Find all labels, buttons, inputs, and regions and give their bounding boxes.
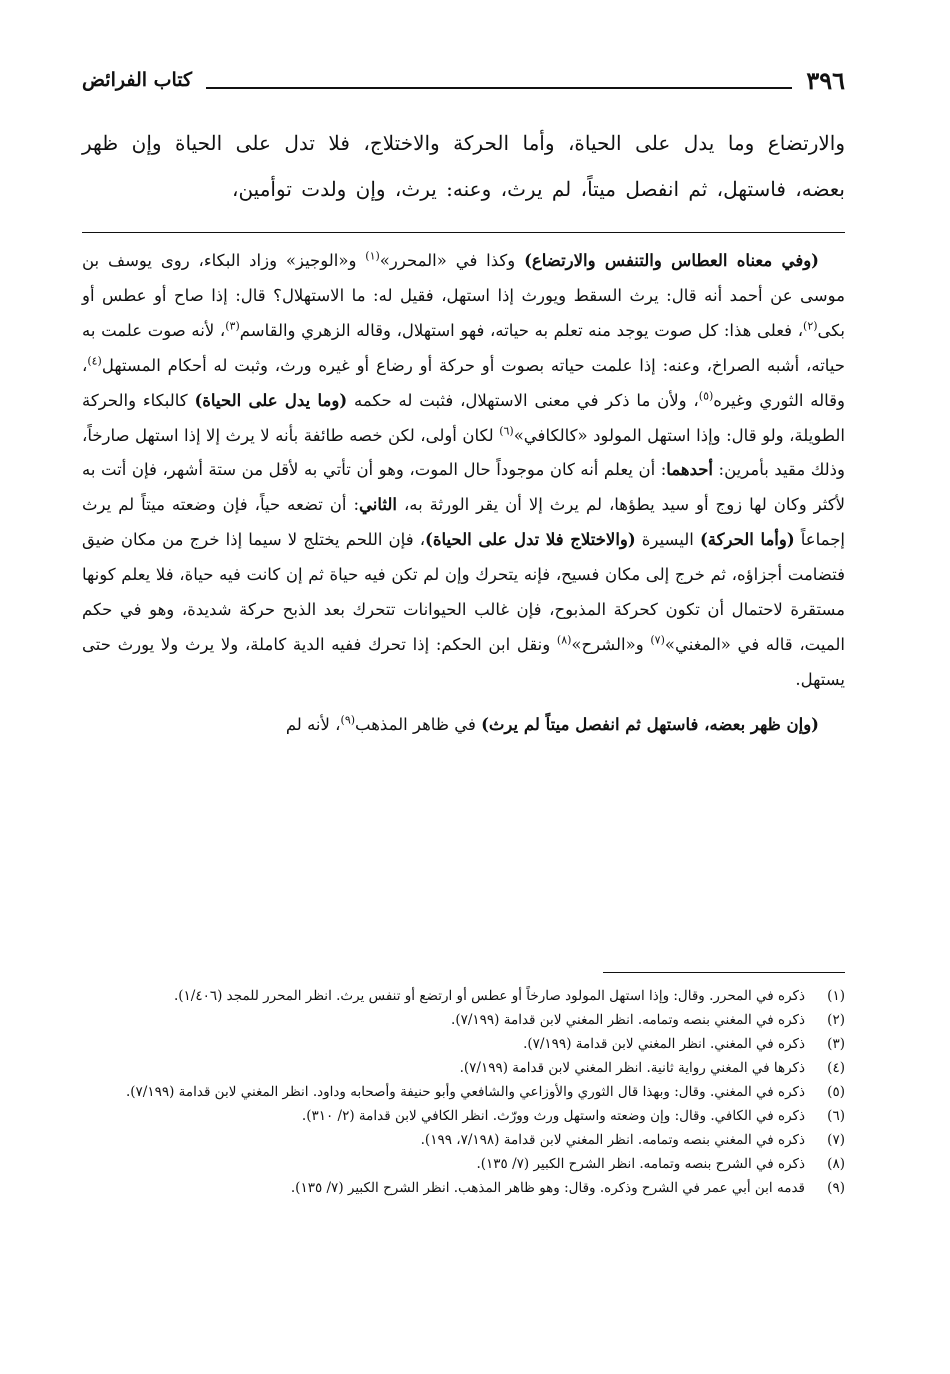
- commentary-text: في ظاهر المذهب: [355, 714, 482, 734]
- commentary-paragraph: [82, 244, 845, 698]
- footnote-ref: (٦): [499, 424, 514, 438]
- commentary-text: ونقل ابن الحكم: إذا تحرك ففيه الدية كاملة، ولا يرث ولا يورث حتى يستهل.: [82, 634, 845, 689]
- footnote-text: ذكره في المغني. وقال: وبهذا قال الثوري والأوزاعي والشافعي وأبو حنيفة وأصحابه وداود. انظر المغني لابن قدامة (٧/١٩٩).: [125, 1084, 805, 1100]
- footnote: [82, 1176, 845, 1200]
- footnote: [82, 1032, 845, 1056]
- footnote-ref: (٢): [803, 319, 818, 333]
- footnote-number: (٤): [827, 1060, 845, 1076]
- footnote-ref: (٥): [698, 389, 714, 403]
- matn-quote: (وإن ظهر بعضه، فاستهل ثم انفصل ميتاً لم يرث): [481, 714, 819, 734]
- footnote-number: (٧): [827, 1132, 845, 1148]
- footnote-text: قدمه ابن أبي عمر في الشرح وذكره. وقال: وهو ظاهر المذهب. انظر الشرح الكبير (٧/ ١٣٥).: [290, 1180, 805, 1196]
- matn-quote: (والاختلاج فلا تدل على الحياة): [425, 530, 636, 550]
- commentary-text: كالبكاء والحركة الطويلة، ولو قال: وإذا استهل المولود «كالكافي»: [82, 390, 845, 445]
- header-rule: [206, 87, 792, 89]
- footnote-number: (٣): [827, 1036, 845, 1052]
- matn-separator: [82, 232, 845, 233]
- footnote-text: ذكره في الشرح بنصه وتمامه. انظر الشرح الكبير (٧/ ١٣٥).: [476, 1156, 805, 1172]
- footnote-ref: (٨): [556, 633, 572, 647]
- footnote-ref: (٧): [650, 633, 665, 647]
- commentary-text: ، وقاله الثوري وغيره: [82, 355, 846, 410]
- matn-quote: الثاني: [359, 495, 397, 515]
- matn-quote: (وما يدل على الحياة): [194, 390, 348, 410]
- matn-text: والارتضاع وما يدل على الحياة، وأما الحركة والاختلاج، فلا تدل على الحياة وإن ظهر بعضه، فاستهل، ثم انفصل ميتاً، لم يرث، وعنه: يرث، وإن ولدت توأمين،: [82, 131, 845, 201]
- commentary-text: ، ولأن ما ذكر في معنى الاستهلال، فثبت له حكمه: [347, 390, 699, 410]
- commentary-text: : أن يعلم أنه كان موجوداً حال الموت، وهو أن تأتي به لأقل من ستة أشهر، فإن أتت به لأكثر وكان لها زوج أو سيد يطؤها، لم يرث إلا أن يقر الورثة به،: [82, 460, 845, 515]
- footnote-number: (١): [827, 988, 845, 1004]
- commentary-text: اليسيرة: [635, 530, 700, 550]
- footnote-text: ذكره في المغني. انظر المغني لابن قدامة (٧/١٩٩).: [523, 1036, 805, 1052]
- commentary-text: لكان أولى، لكن خصه طائفة بأنه لا يرث إلا إذا استهل صارخاً، وذلك مقيد بأمرين:: [82, 425, 845, 480]
- footnote-number: (٢): [827, 1012, 845, 1028]
- footnote-ref: (٤): [87, 354, 102, 368]
- commentary-text: ، لأنه لم: [285, 714, 341, 734]
- book-title: كتاب الفرائض: [82, 69, 193, 91]
- commentary-text: و«الشرح»: [571, 634, 651, 654]
- footnote: [82, 1008, 845, 1032]
- footnote-text: ذكرها في المغني رواية ثانية. انظر المغني لابن قدامة (٧/١٩٩).: [459, 1060, 805, 1076]
- footnote-ref: (٩): [340, 713, 356, 727]
- matn-quote: أحدهما: [666, 460, 714, 480]
- matn-quote: (وفي معناه العطاس والتنفس والارتضاع): [524, 251, 819, 270]
- footnote: [82, 1056, 845, 1080]
- footnote: [82, 984, 845, 1008]
- footnote-number: (٩): [827, 1180, 845, 1196]
- commentary-text: : أن تضعه حياً، فإن وضعته ميتاً لم يرث إجماعاً: [82, 495, 846, 550]
- commentary-text: ، فعلى هذا: كل صوت يوجد منه تعلم به حياته، فهو استهلال، وقاله الزهري والقاسم: [239, 320, 804, 340]
- footnote: [82, 1080, 845, 1104]
- commentary: [82, 244, 845, 743]
- commentary-paragraph: [82, 708, 845, 743]
- footnote-text: ذكره في المغني بنصه وتمامه. انظر المغني لابن قدامة (٧/١٩٩).: [451, 1012, 805, 1028]
- footnote: [82, 1128, 845, 1152]
- commentary-text: وكذا في «المحرر»: [379, 251, 525, 270]
- footnote-text: ذكره في الكافي. وقال: وإن وضعته واستهل ورث وورّث. انظر الكافي لابن قدامة (٢/ ٣١٠).: [301, 1108, 805, 1124]
- footnote: [82, 1104, 845, 1128]
- footnote-ref: (١): [365, 249, 380, 263]
- commentary-text: ، فإن اللحم يختلج لا سيما إذا خرج من مكان ضيق فتضامت أجزاؤه، ثم خرج إلى مكان فسيح، فإنه يتحرك وإن لم تكن فيه حياة ثم إن كانت فيه حياة، فلا يعلم كونها مستقرة لاحتمال أن تكون كحركة المذبوح، فإن غالب الحيوانات تتحرك بعد الذبح حركة شديدة، وهو في حكم الميت، قاله في «المغني»: [82, 530, 845, 654]
- footnote-text: ذكره في المغني بنصه وتمامه. انظر المغني لابن قدامة (٧/١٩٨، ١٩٩).: [420, 1132, 805, 1148]
- page-number: ٣٩٦: [806, 65, 845, 95]
- footnote-number: (٥): [827, 1084, 845, 1100]
- footnote-text: ذكره في المحرر. وقال: وإذا استهل المولود صارخاً أو عطس أو ارتضع أو تنفس يرث. انظر المحرر للمجد (١/٤٠٦).: [173, 988, 805, 1004]
- footnote-ref: (٣): [225, 319, 240, 333]
- footnotes: [82, 984, 845, 1200]
- commentary-text: و«الوجيز» وزاد البكاء، روى يوسف بن موسى عن أحمد أنه قال: يرث السقط ويورث إذا استهل، فقيل له: ما الاستهلال؟ قال: إذا صاح أو عطس أو بكى: [82, 251, 846, 340]
- footnote-number: (٦): [827, 1108, 845, 1124]
- commentary-text: ، لأنه صوت علمت به حياته، أشبه الصراخ، وعنه: إذا علمت حياته بصوت أو حركة أو رضاع أو غيره ورث، وثبت له أحكام المستهل: [82, 320, 845, 375]
- footnote: [82, 1152, 845, 1176]
- footnote-number: (٨): [827, 1156, 845, 1172]
- running-header: [82, 62, 845, 98]
- matn-quote: (وأما الحركة): [699, 530, 795, 550]
- footnote-separator: [603, 972, 845, 973]
